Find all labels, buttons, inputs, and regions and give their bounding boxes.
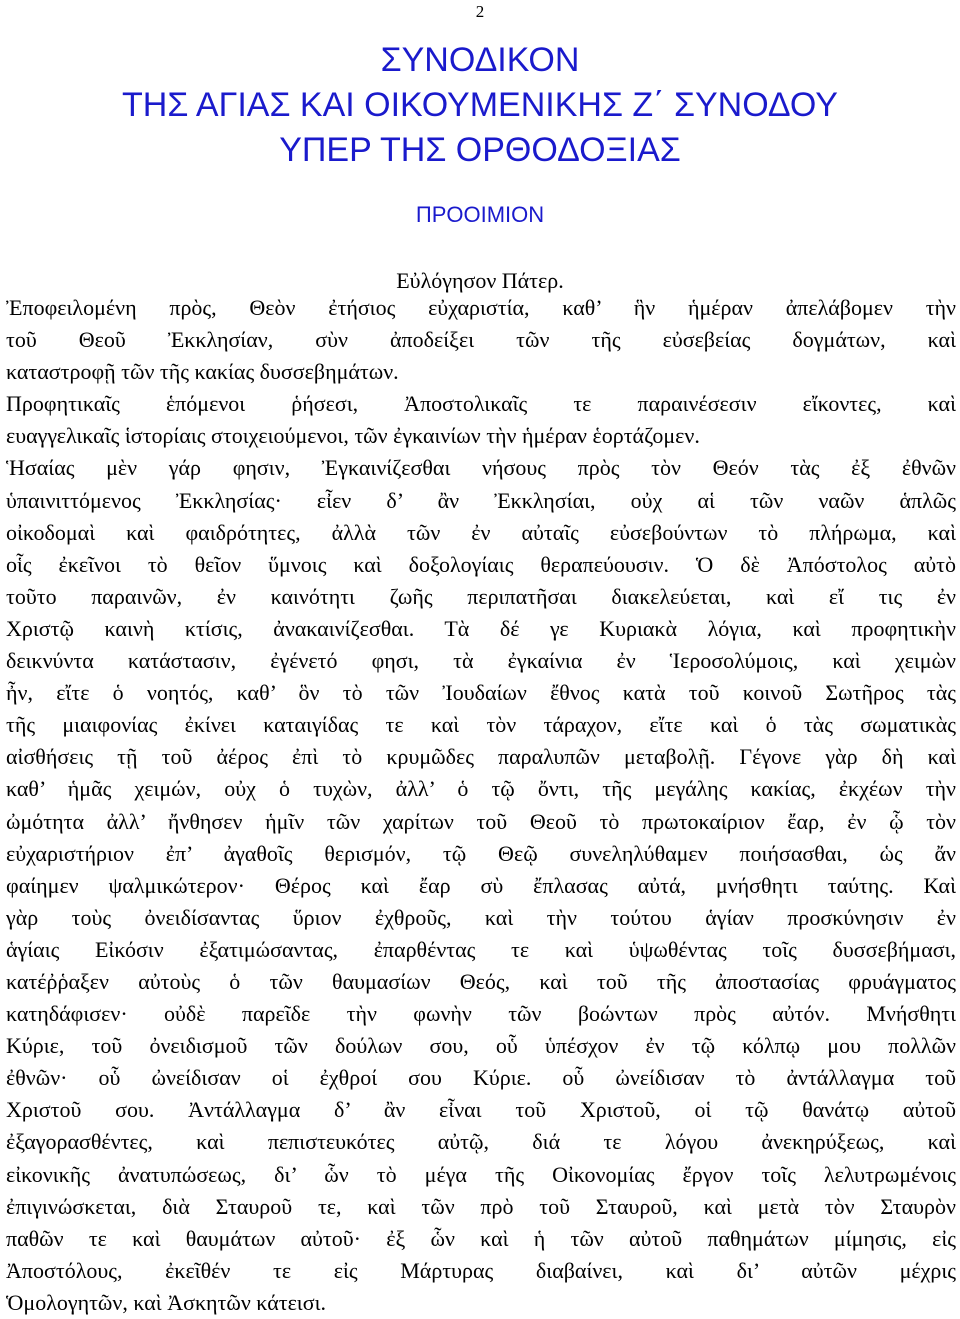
- section-heading: ΠΡΟΟΙΜΙΟΝ: [415, 202, 545, 227]
- body-line: τοῦτο παραινῶν, ἐν καινότητι ζωῆς περιπατῆσαι διακελεύεται, καὶ εἴ τις ἐν: [6, 583, 956, 609]
- body-line: ἐθνῶν· οὗ ὠνείδισαν οἱ ἐχθροί σου Κύριε. οὗ ὠνείδισαν τὸ ἀντάλλαγμα τοῦ: [6, 1065, 956, 1091]
- body-line: αἰσθήσεις τῇ τοῦ ἀέρος ἐπὶ τὸ κρυμῶδες παραλυπῶν μεταβολῇ. Γέγονε γὰρ δὴ καὶ: [6, 744, 956, 770]
- body-line: ἐπιγινώσκεται, διὰ Σταυροῦ τε, καὶ τῶν πρὸ τοῦ Σταυροῦ, καὶ μετὰ τὸν Σταυρὸν: [6, 1193, 956, 1219]
- body-line: τοῦ Θεοῦ Ἐκκλησίαν, σὺν ἀποδείξει τῶν τῆς εὐσεβείας δογμάτων, καὶ: [6, 327, 956, 353]
- body-line: καταστροφῇ τῶν τῆς κακίας δυσσεβημάτων.: [6, 359, 399, 385]
- body-line: Χριστοῦ σου. Ἀντάλλαγμα δ’ ἂν εἶναι τοῦ Χριστοῦ, οἱ τῷ θανάτῳ αὐτοῦ: [6, 1097, 956, 1123]
- title-line-1: ΣΥΝΟΔΙΚΟΝ: [380, 41, 580, 79]
- body-line: Προφητικαῖς ἑπόμενοι ῥήσεσι, Ἀποστολικαῖς τε παραινέσεσιν εἴκοντες, καὶ: [6, 391, 956, 417]
- body-line: Ἐποφειλομένη πρὸς, Θεὸν ἐτήσιος εὐχαριστία, καθ’ ἣν ἡμέραν ἀπελάβομεν τὴν: [6, 295, 956, 320]
- body-line: οἷς ἐκεῖνοι τὸ θεῖον ὕμνοις καὶ δοξολογίαις θεραπεύουσιν. Ὁ δὲ Ἀπόστολος αὐτὸ: [6, 551, 956, 577]
- title-line-3: ΥΠΕΡ ΤΗΣ ΟΡΘΟΔΟΞΙΑΣ: [279, 131, 681, 169]
- body-line: ευαγγελικαῖς ἱστορίαις στοιχειούμενοι, τῶν ἐγκαινίων τὴν ἡμέραν ἑορτάζομεν.: [6, 423, 700, 449]
- blessing-line: Εὐλόγησον Πάτερ.: [396, 268, 564, 293]
- body-line: ὠμότητα ἀλλ’ ἤνθησεν ἡμῖν τῶν χαρίτων τοῦ Θεοῦ τὸ πρωτοκαίριον ἔαρ, ἐν ᾧ τὸν: [6, 808, 956, 834]
- body-line: καθ’ ἡμᾶς χειμών, οὐχ ὁ τυχὼν, ἀλλ’ ὁ τῷ ὄντι, τῆς μεγάλης κακίας, ἐκχέων τὴν: [6, 776, 956, 802]
- body-line: εὐχαριστήριον ἐπ’ ἀγαθοῖς θερισμόν, τῷ Θεῷ συνεληλύθαμεν ποιήσασθαι, ὡς ἄν: [6, 840, 956, 866]
- document-title: [0, 38, 960, 173]
- title-line-2: ΤΗΣ ΑΓΙΑΣ ΚΑΙ ΟΙΚΟΥΜΕΝΙΚΗΣ Ζ΄ ΣΥΝΟΔΟΥ: [122, 86, 838, 124]
- body-line: παθῶν τε καὶ θαυμάτων αὐτοῦ· ἐξ ὧν καὶ ἡ τῶν αὐτοῦ παθημάτων μίμησις, εἰς: [6, 1225, 956, 1251]
- page-number: 2: [475, 2, 485, 21]
- body-line: ἁγίαις Εἰκόσιν ἐξατιμώσαντας, ἐπαρθέντας τε καὶ ὑψωθέντας τοῖς δυσσεβήμασι,: [6, 936, 956, 962]
- body-line: Χριστῷ καινὴ κτίσις, ἀνακαινίζεσθαι. Τὰ δέ γε Κυριακὰ λόγια, καὶ προφητικὴν: [6, 615, 956, 641]
- body-line: φαίημεν ψαλμικώτερον· Θέρος καὶ ἔαρ σὺ ἔπλασας αὐτά, μνήσθητι ταύτης. Καὶ: [6, 872, 956, 898]
- body-line: Ὁμολογητῶν, καὶ Ἀσκητῶν κάτεισι.: [6, 1289, 326, 1315]
- body-line: Κύριε, τοῦ ὀνειδισμοῦ τῶν δούλων σου, οὗ ὑπέσχον ἐν τῷ κόλπῳ μου πολλῶν: [6, 1033, 956, 1059]
- body-line: κατηδάφισεν· οὐδὲ παρεῖδε τὴν φωνὴν τῶν βοώντων πρὸς αὐτόν. Μνήσθητι: [6, 1001, 956, 1027]
- body-line: δεικνύντα κατάστασιν, ἐγένετό φησι, τὰ ἐγκαίνια ἐν Ἱεροσολύμοις, καὶ χειμὼν: [6, 648, 956, 674]
- body-line: ἦν, εἴτε ὁ νοητός, καθ’ ὃν τὸ τῶν Ἰουδαίων ἔθνος κατὰ τοῦ κοινοῦ Σωτῆρος τὰς: [6, 680, 956, 706]
- body-line: κατέῤῥαξεν αὐτοὺς ὁ τῶν θαυμασίων Θεός, καὶ τοῦ τῆς ἀποστασίας φρυάγματος: [6, 968, 956, 994]
- body-line: εἰκονικῆς ἀνατυπώσεως, δι’ ὧν τὸ μέγα τῆς Οἰκονομίας ἔργον τοῖς λελυτρωμένοις: [6, 1161, 956, 1187]
- body-line: Ἀποστόλους, ἐκεῖθέν τε εἰς Μάρτυρας διαβαίνει, καὶ δι’ αὐτῶν μέχρις: [6, 1257, 956, 1283]
- body-line: ἐξαγορασθέντες, καὶ πεπιστευκότες αὐτῷ, διά τε λόγου ἀνεκηρύξεως, καὶ: [6, 1129, 956, 1155]
- body-line: Ἡσαίας μὲν γάρ φησιν, Ἐγκαινίζεσθαι νήσους πρὸς τὸν Θεόν τὰς ἐξ ἐθνῶν: [6, 455, 956, 481]
- body-line: τῆς μιαιφονίας ἐκίνει καταιγίδας τε καὶ τὸν τάραχον, εἴτε καὶ ὁ τὰς σωματικὰς: [6, 712, 956, 738]
- body-line: γὰρ τοὺς ὀνειδίσαντας ὕριον ἐχθροῦς, καὶ τὴν τούτου ἁγίαν προσκύνησιν ἐν: [6, 904, 956, 930]
- body-line: ὑπαινιττόμενος Ἐκκλησίας· εἶεν δ’ ἂν Ἐκκλησίαι, οὐχ αἱ τῶν ναῶν ἁπλῶς: [6, 487, 956, 513]
- body-line: οἰκοδομαὶ καὶ φαιδρότητες, ἀλλὰ τῶν ἐν αὐταῖς εὐσεβούντων τὸ πλήρωμα, καὶ: [6, 519, 956, 545]
- body-text: [6, 292, 956, 1319]
